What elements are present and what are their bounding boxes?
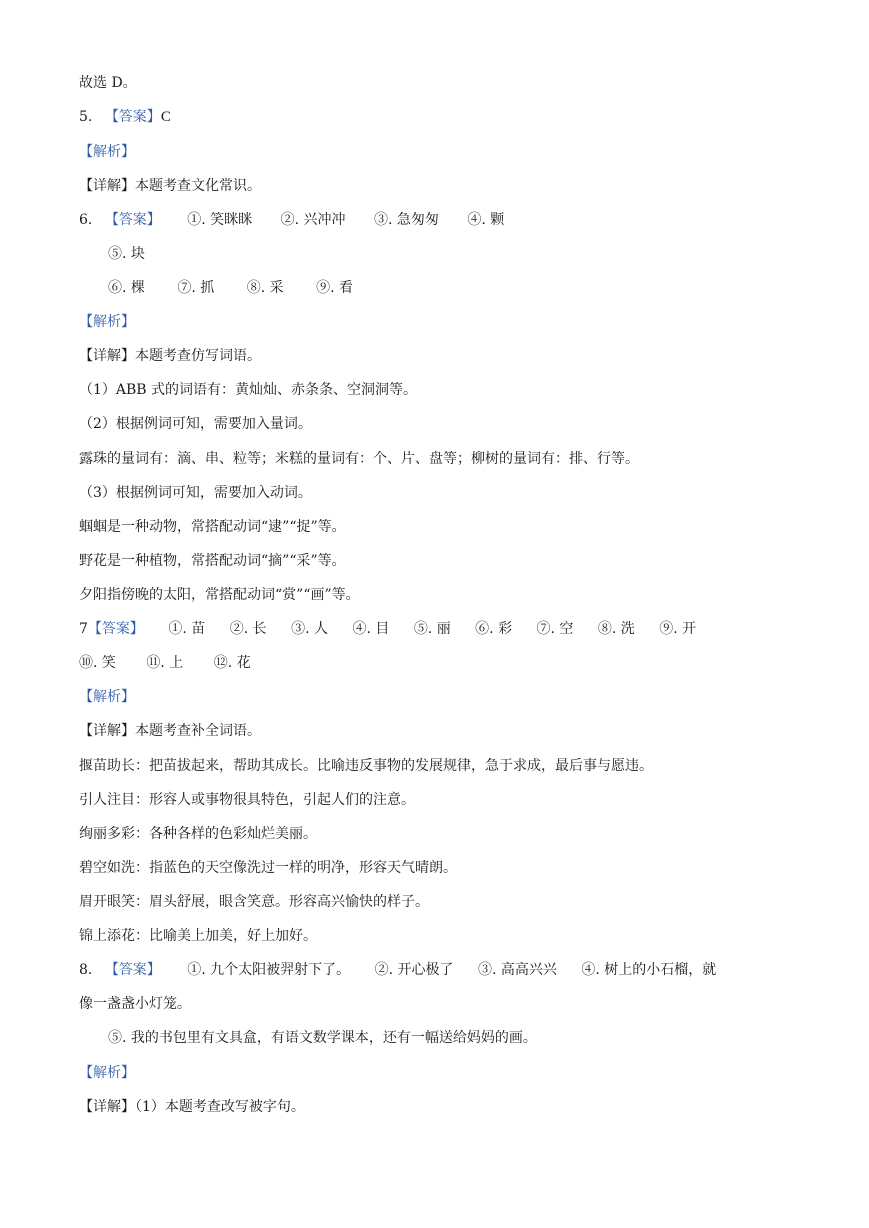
q5-analysis-tag: 【解析】	[79, 144, 135, 160]
q6-item: ③. 急匆匆	[373, 212, 439, 228]
q7-paragraph: 揠苗助长：把苗拔起来，帮助其成长。比喻违反事物的发展规律，急于求成，最后事与愿违。	[79, 758, 653, 774]
q7-item: ⑥. 彩	[475, 621, 513, 637]
q6-item: ⑦. 抓	[177, 280, 215, 296]
q6-answer-tag: 【答案】	[104, 212, 161, 228]
q6-paragraph: 夕阳指傍晚的太阳，常搭配动词“赏”“画”等。	[79, 587, 360, 603]
q7-item: ⑤. 丽	[413, 621, 451, 637]
q5-answer-line	[79, 106, 171, 128]
q7-item: ⑨. 开	[659, 621, 697, 637]
q6-paragraph: 露珠的量词有：滴、串、粒等；米糕的量词有：个、片、盘等；柳树的量词有：排、行等。	[79, 451, 639, 467]
q7-detail: 【详解】本题考查补全词语。	[79, 723, 261, 739]
q8-answer-tag: 【答案】	[104, 962, 161, 978]
q6-paragraph: （1）ABB 式的词语有：黄灿灿、赤条条、空洞洞等。	[79, 382, 418, 398]
q8-item: ①. 九个太阳被羿射下了。	[187, 962, 351, 978]
q6-item: ②. 兴冲冲	[280, 212, 346, 228]
q7-items-row	[79, 652, 251, 674]
q7-number: 7	[79, 621, 88, 637]
q6-paragraph: 蝈蝈是一种动物，常搭配动词“逮”“捉”等。	[79, 519, 346, 535]
q7-analysis-tag: 【解析】	[79, 689, 135, 705]
q5-answer-value: C	[160, 109, 171, 125]
q8-item-continuation: 像一盏盏小灯笼。	[79, 996, 191, 1012]
q6-item: ⑤. 块	[108, 246, 145, 262]
q7-item: ④. 目	[352, 621, 390, 637]
q7-paragraph: 眉开眼笑：眉头舒展，眼含笑意。形容高兴愉快的样子。	[79, 894, 429, 910]
q8-item: ②. 开心极了	[374, 962, 454, 978]
q7-paragraph: 锦上添花：比喻美上加美，好上加好。	[79, 928, 317, 944]
q6-item: ①. 笑眯眯	[187, 212, 253, 228]
q6-answer-line	[79, 209, 504, 231]
q6-number: 6.	[79, 212, 93, 228]
q6-items-row	[108, 277, 353, 299]
q7-answer-tag: 【答案】	[87, 621, 144, 637]
q7-item: ②. 长	[229, 621, 267, 637]
q7-answer-line	[79, 618, 696, 640]
q7-item: ⑫. 花	[213, 655, 251, 671]
q7-item: ⑦. 空	[536, 621, 574, 637]
q6-paragraph: （3）根据例词可知，需要加入动词。	[79, 485, 312, 501]
q6-paragraph: （2）根据例词可知，需要加入量词。	[79, 416, 312, 432]
q6-paragraph: 野花是一种植物，常搭配动词“摘”“采”等。	[79, 553, 346, 569]
q8-item: ④. 树上的小石榴，就	[581, 962, 717, 978]
q8-detail: 【详解】（1）本题考查改写被字句。	[79, 1099, 305, 1115]
q8-item: ⑤. 我的书包里有文具盒，有语文数学课本，还有一幅送给妈妈的画。	[108, 1030, 537, 1046]
q7-paragraph: 绚丽多彩：各种各样的色彩灿烂美丽。	[79, 826, 317, 842]
q6-analysis-tag: 【解析】	[79, 314, 135, 330]
q6-detail: 【详解】本题考查仿写词语。	[79, 348, 261, 364]
q6-item: ⑧. 采	[246, 280, 284, 296]
q5-detail: 【详解】本题考查文化常识。	[79, 178, 261, 194]
q8-analysis-tag: 【解析】	[79, 1065, 135, 1081]
text-line: 故选 D。	[79, 75, 137, 91]
q8-item: ③. 高高兴兴	[477, 962, 557, 978]
q7-item: ⑩. 笑	[79, 655, 116, 671]
q7-paragraph: 碧空如洗：指蓝色的天空像洗过一样的明净，形容天气晴朗。	[79, 860, 457, 876]
q7-paragraph: 引人注目：形容人或事物很具特色，引起人们的注意。	[79, 792, 415, 808]
q6-item: ⑨. 看	[316, 280, 353, 296]
q7-item: ③. 人	[291, 621, 328, 637]
q5-answer-tag: 【答案】	[104, 109, 161, 125]
q8-answer-line	[79, 959, 716, 981]
q8-number: 8.	[79, 962, 93, 978]
q7-item: ⑪. 上	[146, 655, 184, 671]
q5-number: 5.	[79, 109, 93, 125]
q6-item: ④. 颗	[467, 212, 505, 228]
q7-item: ⑧. 洗	[597, 621, 635, 637]
q7-item: ①. 苗	[168, 621, 206, 637]
q6-item: ⑥. 棵	[108, 280, 145, 296]
